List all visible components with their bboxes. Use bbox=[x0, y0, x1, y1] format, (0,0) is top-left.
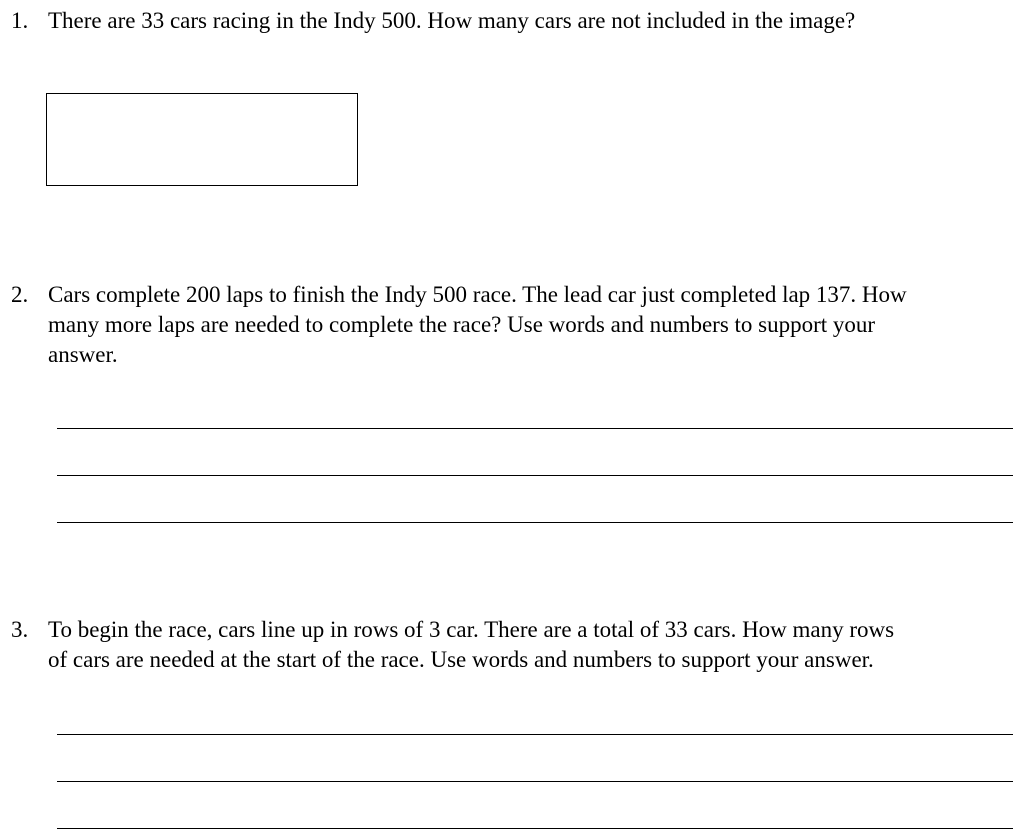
question-text-line: To begin the race, cars line up in rows of 3 car. There are a total of 33 cars. How many rows bbox=[48, 617, 895, 642]
question-text-line: of cars are needed at the start of the race. Use words and numbers to support your answer. bbox=[48, 647, 874, 672]
question-text bbox=[48, 615, 894, 675]
answer-line[interactable] bbox=[57, 828, 1013, 829]
question-number: 3. bbox=[11, 617, 29, 642]
question-number: 1. bbox=[11, 8, 29, 33]
answer-line[interactable] bbox=[57, 522, 1013, 523]
question-text bbox=[48, 6, 855, 36]
question-text-line: many more laps are needed to complete the race? Use words and numbers to support your bbox=[48, 312, 876, 337]
answer-line[interactable] bbox=[57, 734, 1013, 735]
question-number: 2. bbox=[11, 282, 29, 307]
answer-line[interactable] bbox=[57, 781, 1013, 782]
question-text-line: answer. bbox=[48, 342, 118, 367]
question-text-line: There are 33 cars racing in the Indy 500. How many cars are not included in the image? bbox=[48, 8, 856, 33]
answer-box[interactable] bbox=[46, 93, 358, 186]
question-text-line: Cars complete 200 laps to finish the Indy 500 race. The lead car just completed lap 137. How bbox=[48, 282, 907, 307]
question-text bbox=[48, 280, 907, 370]
answer-line[interactable] bbox=[57, 475, 1013, 476]
answer-line[interactable] bbox=[57, 428, 1013, 429]
